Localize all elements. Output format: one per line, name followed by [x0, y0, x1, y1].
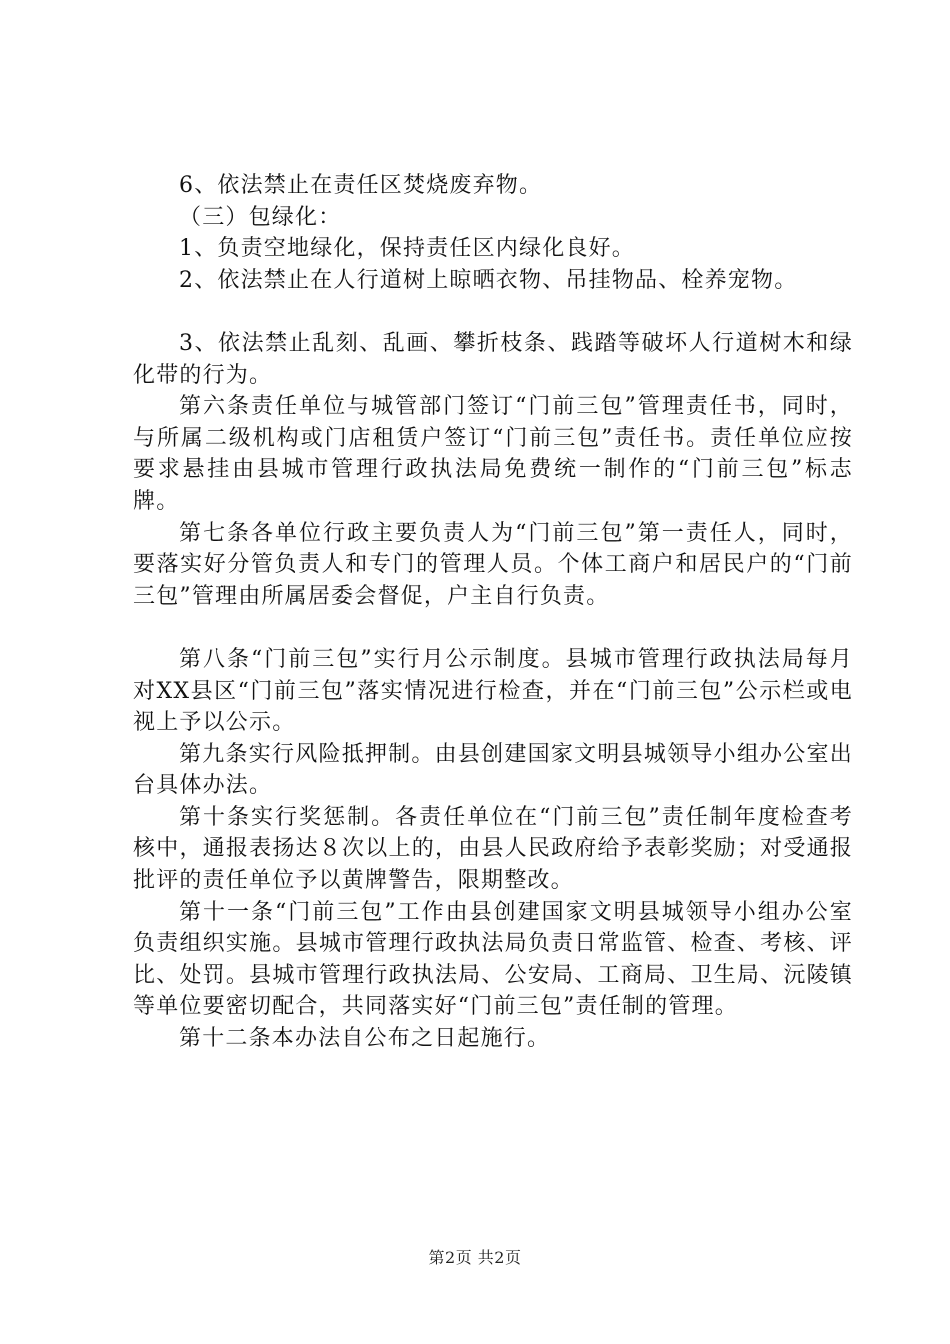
section-heading-greening: （三）包绿化： [179, 204, 342, 230]
paragraph-item-6: 6、依法禁止在责任区焚烧废弃物。 [179, 173, 543, 198]
paragraph-item-1: 1、负责空地绿化，保持责任区内绿化良好。 [179, 236, 635, 262]
article-8: 第八条“门前三包”实行月公示制度。县城市管理行政执法局每月对XX县区“门前三包”落实情况进行检查，并在“门前三包”公示栏或电视上予以公示。 [133, 646, 853, 736]
article-12: 第十二条本办法自公布之日起施行。 [179, 1026, 551, 1052]
article-9: 第九条实行风险抵押制。由县创建国家文明县城领导小组办公室出台具体办法。 [133, 741, 853, 799]
article-10: 第十条实行奖惩制。各责任单位在“门前三包”责任制年度检查考核中，通报表扬达８次以上的，由县人民政府给予表彰奖励；对受通报批评的责任单位予以黄牌警告，限期整改。 [133, 804, 853, 894]
paragraph-spacer [133, 296, 853, 328]
article-11: 第十一条“门前三包”工作由县创建国家文明县城领导小组办公室负责组织实施。县城市管理行政执法局负责日常监管、检查、考核、评比、处罚。县城市管理行政执法局、公安局、工商局、卫生局、沅陵镇等单位要密切配合，共同落实好“门前三包”责任制的管理。 [133, 899, 853, 1020]
page-footer: 第2页 共2页 [428, 1248, 522, 1267]
document-body [133, 170, 853, 1055]
article-7: 第七条各单位行政主要负责人为“门前三包”第一责任人，同时，要落实好分管负责人和专门的管理人员。个体工商户和居民户的“门前三包”管理由所属居委会督促，户主自行负责。 [133, 520, 853, 609]
article-6: 第六条责任单位与城管部门签订“门前三包”管理责任书，同时，与所属二级机构或门店租赁户签订“门前三包”责任书。责任单位应按要求悬挂由县城市管理行政执法局免费统一制作的“门前三包”标志牌。 [133, 394, 853, 514]
paragraph-item-3: 3、依法禁止乱刻、乱画、攀折枝条、践踏等破坏人行道树木和绿化带的行为。 [133, 330, 853, 388]
paragraph-spacer [133, 612, 853, 644]
paragraph-item-2: 2、依法禁止在人行道树上晾晒衣物、吊挂物品、栓养宠物。 [179, 267, 798, 293]
